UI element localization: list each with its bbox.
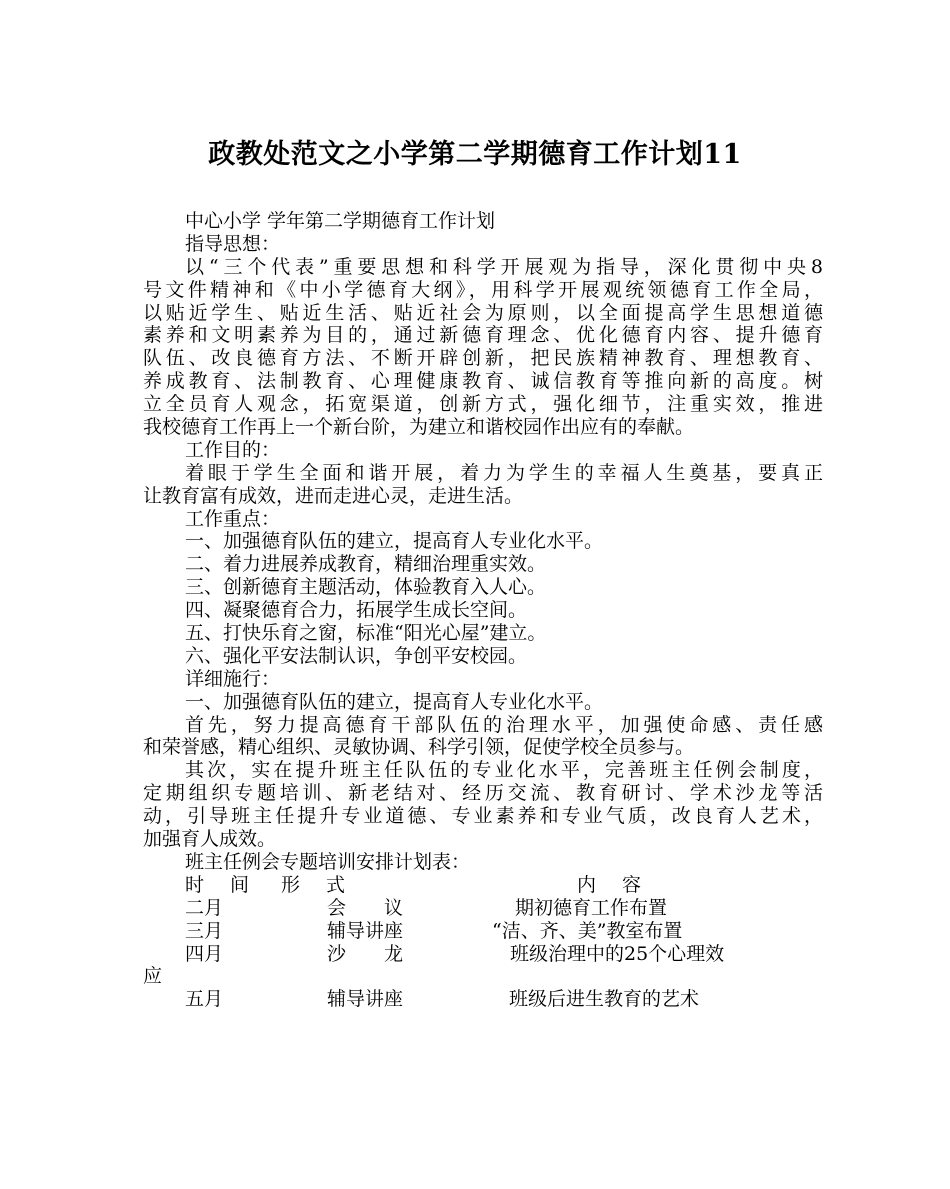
table-row xyxy=(143,988,823,1011)
paragraph-line: 着眼于学生全面和谐开展，着力为学生的幸福人生奠基，要真正 xyxy=(185,461,823,484)
cell-content-continued: 应 xyxy=(143,965,163,988)
paragraph-line: 和荣誉感，精心组织、灵敏协调、科学引领，促使学校全员参与。 xyxy=(143,736,695,759)
section-heading: 详细施行： xyxy=(185,667,281,690)
paragraph-line: 以贴近学生、贴近生活、贴近社会为原则，以全面提高学生思想道德 xyxy=(143,301,823,324)
paragraph-line: 让教育富有成效，进而走进心灵，走进生活。 xyxy=(143,484,524,507)
cell-form: 辅导讲座 xyxy=(327,919,404,942)
cell-form: 沙 龙 xyxy=(327,942,404,965)
list-item: 四、凝聚德育合力，拓展学生成长空间。 xyxy=(185,599,528,622)
section-heading: 工作目的： xyxy=(185,438,281,461)
paragraph-line: 号文件精神和《中小学德育大纲》，用科学开展观统领德育工作全局， xyxy=(143,278,823,301)
cell-month: 二月 xyxy=(185,896,224,919)
schedule-header-row xyxy=(143,874,823,897)
paragraph-line: 我校德育工作再上一个新台阶，为建立和谐校园作出应有的奉献。 xyxy=(143,416,695,439)
paragraph-line: 首先，努力提高德育干部队伍的治理水平，加强使命感、责任感 xyxy=(185,713,823,736)
table-row xyxy=(143,943,823,966)
header-time: 时间 xyxy=(185,873,276,896)
document-body xyxy=(143,210,823,1011)
paragraph-line: 队伍、改良德育方法、不断开辟创新，把民族精神教育、理想教育、 xyxy=(143,347,823,370)
cell-content: “洁、齐、美”教室布置 xyxy=(492,919,683,942)
paragraph-line: 加强育人成效。 xyxy=(143,828,277,851)
paragraph-line: 动，引导班主任提升专业道德、专业素养和专业气质，改良育人艺术， xyxy=(143,805,823,828)
document-title: 政教处范文之小学第二学期德育工作计划11 xyxy=(208,139,742,170)
paragraph-line: 中心小学 学年第二学期德育工作计划 xyxy=(185,210,496,232)
list-item: 一、加强德育队伍的建立，提高育人专业化水平。 xyxy=(185,530,604,553)
cell-month: 三月 xyxy=(185,919,224,942)
paragraph-line: 定期组织专题培训、新老结对、经历交流、教育研讨、学术沙龙等活 xyxy=(143,782,823,805)
cell-content: 班级治理中的25个心理效 xyxy=(510,942,725,965)
cell-content: 班级后进生教育的艺术 xyxy=(509,988,700,1011)
table-row xyxy=(143,920,823,943)
paragraph-line: 其次，实在提升班主任队伍的专业化水平，完善班主任例会制度， xyxy=(185,759,823,782)
list-item: 三、创新德育主题活动，体验教育入人心。 xyxy=(185,576,547,599)
cell-content: 期初德育工作布置 xyxy=(515,896,668,919)
list-item: 五、打快乐育之窗，标准“阳光心屋”建立。 xyxy=(185,622,547,645)
table-row xyxy=(143,897,823,920)
header-form: 形式 xyxy=(281,873,372,896)
list-item: 六、强化平安法制认识，争创平安校园。 xyxy=(185,644,528,667)
cell-month: 五月 xyxy=(185,988,224,1011)
paragraph-line: 以“三个代表”重要思想和科学开展观为指导，深化贯彻中央8 xyxy=(185,255,823,278)
paragraph-line: 立全员育人观念，拓宽渠道，创新方式，强化细节，注重实效，推进 xyxy=(143,393,823,416)
cell-form: 辅导讲座 xyxy=(327,988,404,1011)
paragraph-line: 养成教育、法制教育、心理健康教育、诚信教育等推向新的高度。树 xyxy=(143,370,823,393)
table-caption: 班主任例会专题培训安排计划表： xyxy=(185,850,471,873)
section-heading: 指导思想： xyxy=(185,232,281,255)
cell-form: 会 议 xyxy=(327,896,404,919)
section-heading: 工作重点： xyxy=(185,507,281,530)
cell-month: 四月 xyxy=(185,942,224,965)
paragraph-line: 素养和文明素养为目的，通过新德育理念、优化德育内容、提升德育 xyxy=(143,324,823,347)
header-content: 内容 xyxy=(577,873,668,896)
list-item: 二、着力进展养成教育，精细治理重实效。 xyxy=(185,553,547,576)
list-item: 一、加强德育队伍的建立，提高育人专业化水平。 xyxy=(185,690,604,713)
